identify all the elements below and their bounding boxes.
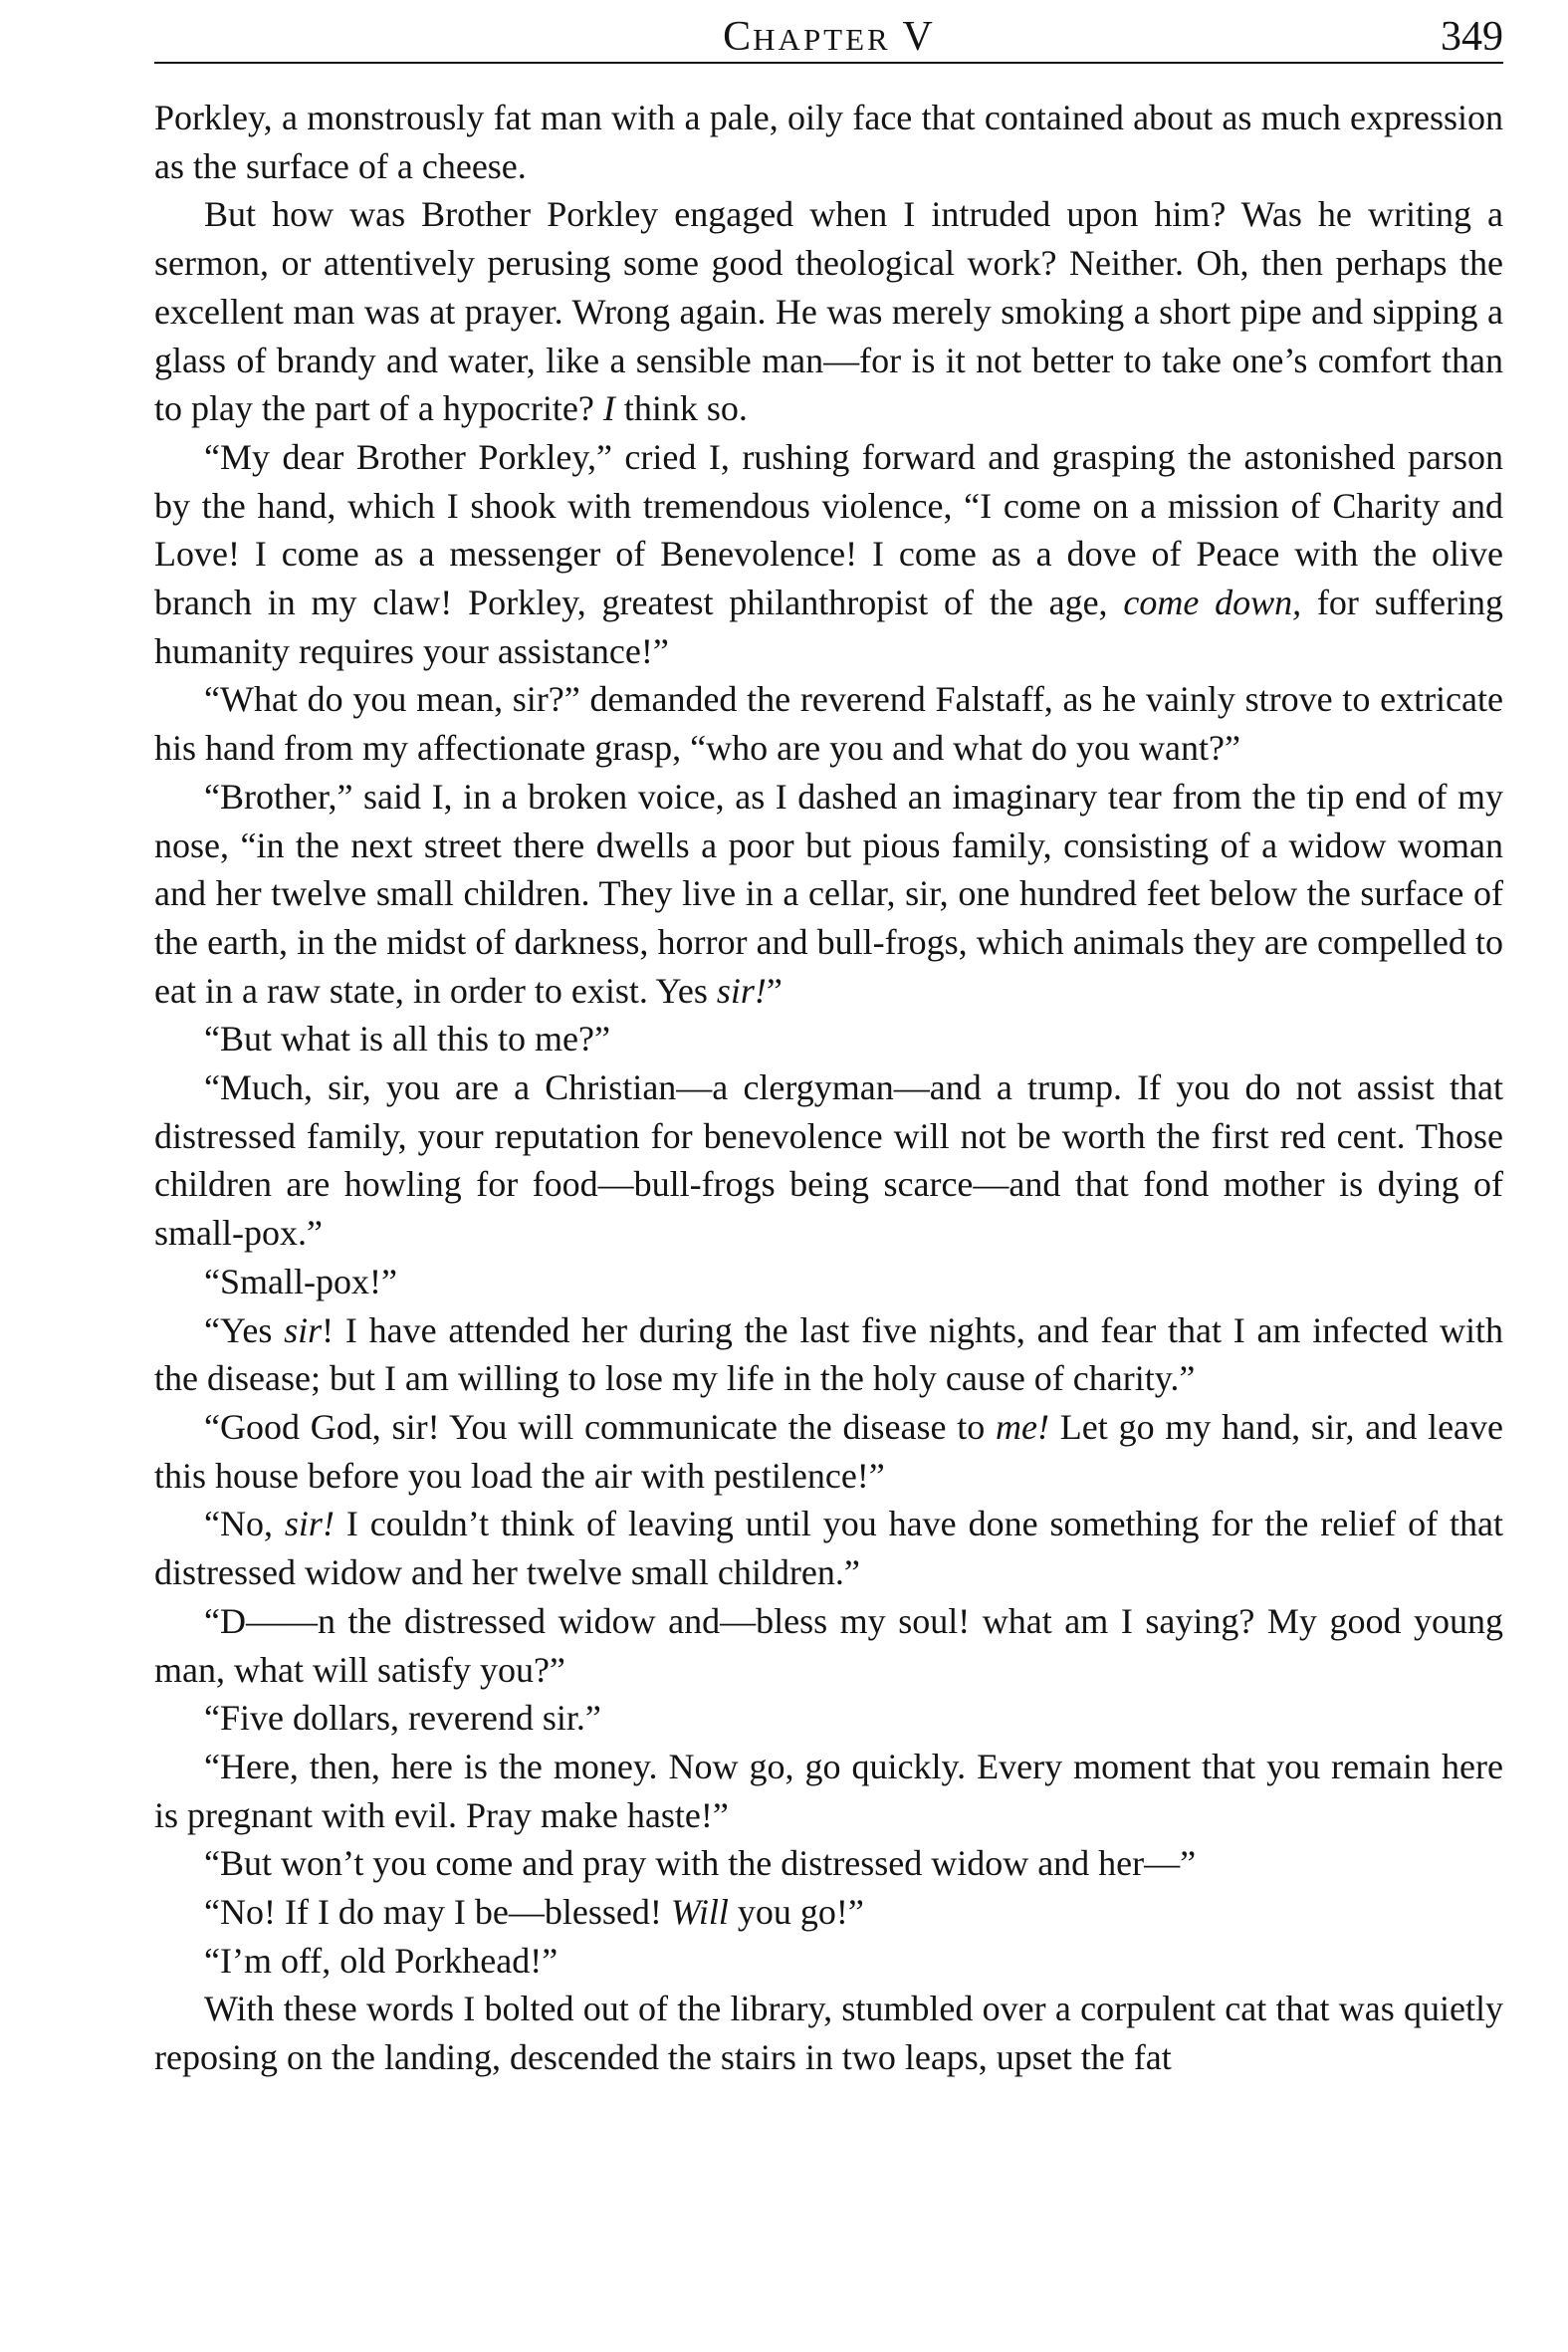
text-run: “Five dollars, reverend sir.” (204, 1698, 601, 1739)
paragraph (154, 675, 1503, 772)
text-run: ! I have attended her during the last five nights, and fear that I am infected with the disease; but I am willing to lose my life in the holy cause of charity.” (154, 1309, 1503, 1399)
italic-run: sir! (716, 970, 767, 1011)
paragraph (154, 433, 1503, 676)
chapter-numeral: V (902, 14, 935, 60)
italic-run: sir (284, 1309, 323, 1350)
paragraph (154, 94, 1503, 190)
text-run: “D——n the distressed widow and—bless my soul! what am I saying? My good young man, what will satisfy you?” (154, 1600, 1503, 1690)
text-run: “My dear Brother Porkley,” cried I, rushing forward and grasping the astonished parson by the hand, which I shook with tremendous violence, “I come on a mission of Charity and Love! I come as a messenger of Benevolence! I come as a dove of Peace with the olive branch in my claw! Porkley, greatest philanthropist of the age, (154, 436, 1503, 623)
text-run: “What do you mean, sir?” demanded the reverend Falstaff, as he vainly strove to extricate his hand from my affectionate grasp, “who are you and what do you want?” (154, 679, 1503, 769)
text-run: “Brother,” said I, in a broken voice, as I dashed an imaginary tear from the tip end of my nose, “in the next street there dwells a poor but pious family, consisting of a widow woman and her twelve small children. They live in a cellar, sir, one hundred feet below the surface of the earth, in the midst of darkness, horror and bull-frogs, which animals they are compelled to eat in a raw state, in order to exist. Yes (154, 776, 1503, 1011)
paragraph (154, 1015, 1503, 1063)
text-run: “Yes (204, 1309, 285, 1350)
chapter-title-initial: C (723, 14, 754, 60)
paragraph (154, 773, 1503, 1016)
header-rule (154, 62, 1503, 64)
paragraph (154, 190, 1503, 433)
paragraph (154, 1985, 1503, 2081)
text-run: for suffering humanity requires your assistance!” (154, 583, 1503, 671)
text-run: “Much, sir, you are a Christian—a clergyman—and a trump. If you do not assist that distressed family, your reputation for benevolence will not be worth the first red cent. Those children are howling for food—bull-frogs being scarce—and that fond mother is dying of small-pox.” (154, 1067, 1503, 1254)
paragraph (154, 1937, 1503, 1986)
text-run: “No, (204, 1504, 285, 1544)
text-run: “Small-pox!” (204, 1261, 397, 1301)
paragraph (154, 1258, 1503, 1306)
text-run: With these words I bolted out of the library, stumbled over a corpulent cat that was quietly reposing on the landing, descended the stairs in two leaps, upset the fat (154, 1989, 1503, 2078)
chapter-title-smallcaps: HAPTER (753, 22, 891, 57)
paragraph (154, 1888, 1503, 1937)
text-run: “But what is all this to me?” (204, 1019, 610, 1059)
paragraph (154, 1597, 1503, 1694)
text-run: “I’m off, old Porkhead!” (204, 1940, 559, 1981)
italic-run: me! (996, 1406, 1050, 1447)
italic-run: sir! (284, 1504, 335, 1544)
text-run: “Here, then, here is the money. Now go, go quickly. Every moment that you remain here is pregnant with evil. Pray make haste!” (154, 1746, 1503, 1835)
text-run: you go!” (728, 1892, 864, 1933)
paragraph (154, 1694, 1503, 1743)
text-body (154, 94, 1503, 2082)
text-run: ” (766, 970, 783, 1011)
italic-run: come down, (1123, 583, 1302, 623)
italic-run: I (602, 388, 615, 429)
book-page (154, 0, 1503, 2352)
paragraph (154, 1743, 1503, 1839)
text-run: Porkley, a monstrously fat man with a pale, oily face that contained about as much expression as the surface of a cheese. (154, 98, 1503, 186)
paragraph (154, 1403, 1503, 1500)
text-run: “Good God, sir! You will communicate the disease to (204, 1406, 997, 1447)
paragraph (154, 1839, 1503, 1888)
text-run: Let go my hand, sir, and leave this house before you load the air with pestilence!” (154, 1406, 1503, 1496)
page-number: 349 (1441, 14, 1503, 60)
text-run: “But won’t you come and pray with the distressed widow and her—” (204, 1843, 1197, 1884)
paragraph (154, 1306, 1503, 1403)
text-run: “No! If I do may I be—blessed! (204, 1892, 671, 1933)
text-run: But how was Brother Porkley engaged when I intruded upon him? Was he writing a sermon, or attentively perusing some good theological work? Neither. Oh, then perhaps the excellent man was at prayer. Wrong again. He was merely smoking a short pipe and sipping a glass of brandy and water, like a sensible man—for is it not better to take one’s comfort than to play the part of a hypocrite? (154, 194, 1503, 429)
paragraph (154, 1063, 1503, 1258)
running-head (154, 12, 1503, 64)
chapter-title (154, 12, 1503, 65)
paragraph (154, 1500, 1503, 1596)
text-run: think so. (614, 388, 748, 429)
text-run: I couldn’t think of leaving until you have done something for the relief of that distressed widow and her twelve small children.” (154, 1504, 1504, 1593)
italic-run: Will (670, 1892, 729, 1933)
